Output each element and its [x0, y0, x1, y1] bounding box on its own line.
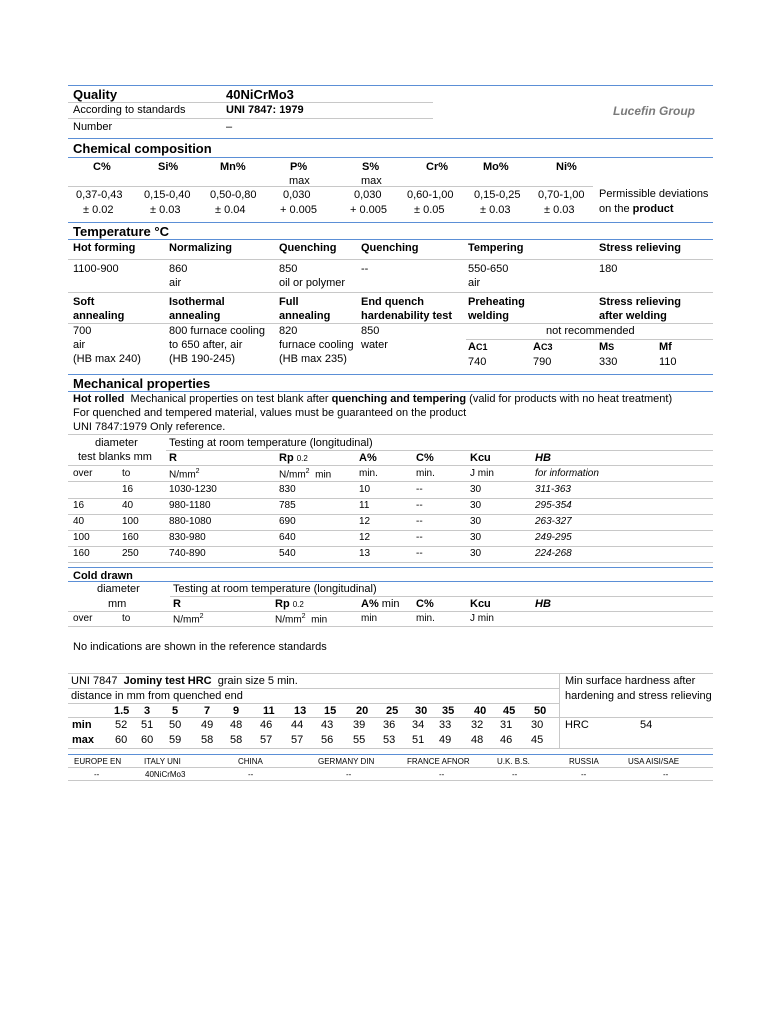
- jominy-distance: 13: [294, 705, 307, 717]
- mech-cell-hb: 311-363: [535, 484, 571, 495]
- jominy-min-value: 48: [230, 719, 243, 731]
- head-kcu: Kcu: [470, 452, 491, 464]
- jominy-min-value: 31: [500, 719, 513, 731]
- qt-note: For quenched and tempered material, values must be guaranteed on the product: [73, 407, 467, 419]
- dev-si: ± 0.03: [150, 204, 181, 216]
- dev-mn: ± 0.04: [215, 204, 246, 216]
- equiv-value: --: [439, 770, 445, 779]
- val-ms: 330: [599, 356, 618, 368]
- rule: [68, 767, 713, 768]
- range-s: 0,030: [354, 189, 382, 201]
- dev-c: ± 0.02: [83, 204, 114, 216]
- hdr-preheating-2: welding: [468, 310, 509, 322]
- cd-unit-rp: $N/mm^2$ min: [275, 613, 328, 626]
- mech-cell-over: 160: [73, 548, 90, 559]
- equiv-label: U.K. B.S.: [497, 757, 530, 766]
- col-mn: Mn%: [220, 161, 246, 173]
- diameter-label: diameter: [95, 437, 138, 449]
- jominy-min-value: 51: [141, 719, 154, 731]
- endq-temp: 850: [361, 325, 380, 337]
- equiv-value: --: [94, 770, 100, 779]
- jominy-max-value: 53: [383, 734, 396, 746]
- equiv-label: RUSSIA: [569, 757, 599, 766]
- rule: [68, 514, 713, 515]
- hdr-full-2: annealing: [279, 310, 331, 322]
- range-mo: 0,15-0,25: [474, 189, 521, 201]
- mech-cell-a: 12: [359, 516, 371, 527]
- equiv-value: 40NiCrMo3: [145, 770, 186, 779]
- mech-cell-c: --: [416, 532, 423, 543]
- equiv-value: --: [512, 770, 518, 779]
- val-quenching-2: --: [361, 263, 369, 275]
- cd-diameter: diameter: [97, 583, 140, 595]
- mech-cell-rp: 830: [279, 484, 296, 495]
- no-indications: No indications are shown in the reference standards: [73, 641, 327, 653]
- val-ac3: 790: [533, 356, 552, 368]
- quality-label: Quality: [73, 87, 118, 102]
- rule: [68, 102, 433, 103]
- hot-rolled-line: Hot rolled Mechanical properties on test blank after quenching and tempering (valid for products with no heat treatment): [73, 393, 673, 405]
- hdr-stress-welding-2: after welding: [599, 310, 667, 322]
- hdr-soft: Soft: [73, 296, 95, 308]
- hdr-normalizing: Normalizing: [169, 242, 232, 254]
- hdr-preheating: Preheating: [468, 296, 525, 308]
- cd-mm: mm: [108, 598, 127, 610]
- rule: [68, 562, 713, 563]
- mech-cell-to: 250: [122, 548, 139, 559]
- hdr-end-quench: End quench: [361, 296, 424, 308]
- jominy-max-value: 49: [439, 734, 452, 746]
- jominy-min-value: 39: [353, 719, 366, 731]
- rule: [166, 450, 713, 451]
- full-hb: (HB max 235): [279, 353, 347, 365]
- medium-normalizing: air: [169, 277, 182, 289]
- hdr-soft-2: annealing: [73, 310, 125, 322]
- mech-cell-over: 100: [73, 532, 90, 543]
- rule: [68, 611, 713, 612]
- equiv-value: --: [248, 770, 254, 779]
- equiv-label: GERMANY DIN: [318, 757, 375, 766]
- jominy-min-value: 33: [439, 719, 452, 731]
- equiv-value: --: [346, 770, 352, 779]
- mech-cell-to: 100: [122, 516, 139, 527]
- head-a: A%: [359, 452, 377, 464]
- equiv-label: ITALY UNI: [144, 757, 181, 766]
- range-ni: 0,70-1,00: [538, 189, 585, 201]
- mech-cell-hb: 249-295: [535, 532, 572, 543]
- chemical-title: Chemical composition: [73, 141, 212, 156]
- jominy-distance: 5: [172, 705, 179, 717]
- equiv-label: CHINA: [238, 757, 263, 766]
- top-rule: [68, 85, 713, 86]
- mech-cell-hb: 224-268: [535, 548, 572, 559]
- standards-value: UNI 7847: 1979: [226, 104, 304, 116]
- mech-cell-r: 980-1180: [169, 500, 211, 511]
- endq-medium: water: [361, 339, 388, 351]
- rule: [68, 626, 713, 627]
- mech-cell-rp: 690: [279, 516, 296, 527]
- crit-mf: Mf: [659, 341, 672, 353]
- section-rule: [68, 138, 713, 139]
- jominy-distance: 15: [324, 705, 337, 717]
- max-label: max: [72, 734, 95, 746]
- jominy-distance: 9: [233, 705, 240, 717]
- cd-unit-over: over: [73, 613, 93, 624]
- col-s: S%: [362, 161, 380, 173]
- unit-to: to: [122, 468, 131, 479]
- blanks-label: test blanks mm: [78, 451, 152, 463]
- surface-hardness-1: Min surface hardness after: [565, 675, 696, 687]
- mech-cell-c: --: [416, 516, 423, 527]
- jominy-distance: 1.5: [114, 705, 130, 717]
- val-stress: 180: [599, 263, 618, 275]
- mech-cell-r: 880-1080: [169, 516, 212, 527]
- val-quenching-1: 850: [279, 263, 298, 275]
- crit-ms: MS: [599, 341, 615, 353]
- range-p: 0,030: [283, 189, 311, 201]
- jominy-max-value: 51: [412, 734, 425, 746]
- cd-unit-to: to: [122, 613, 131, 624]
- rule: [68, 530, 713, 531]
- head-rp: Rp 0.2: [279, 452, 308, 464]
- col-mo: Mo%: [483, 161, 509, 173]
- jominy-max-value: 60: [141, 734, 154, 746]
- rule: [466, 339, 713, 340]
- mech-cell-rp: 785: [279, 500, 296, 511]
- unit-kcu: J min: [470, 468, 494, 479]
- jominy-distance: 11: [263, 705, 275, 717]
- col-si: Si%: [158, 161, 179, 173]
- jominy-min-value: 32: [471, 719, 484, 731]
- cd-unit-r: $N/mm^2$: [173, 613, 204, 626]
- mech-cell-a: 11: [359, 500, 370, 511]
- jominy-distance: 50: [534, 705, 547, 717]
- hdr-hot-forming: Hot forming: [73, 242, 136, 254]
- mech-cell-kcu: 30: [470, 548, 482, 559]
- surface-hardness-2: hardening and stress relieving: [565, 690, 712, 702]
- crit-ac3: AC3: [533, 341, 553, 353]
- section-rule: [68, 391, 713, 392]
- mech-cell-to: 160: [122, 532, 139, 543]
- cd-head-a: A% min: [361, 598, 400, 610]
- val-ac1: 740: [468, 356, 487, 368]
- cd-head-kcu: Kcu: [470, 598, 491, 610]
- mech-cell-hb: 295-354: [535, 500, 572, 511]
- val-tempering: 550-650: [468, 263, 509, 275]
- hdr-stress-welding: Stress relieving: [599, 296, 681, 308]
- cd-head-r: R: [173, 598, 181, 610]
- medium-quenching: oil or polymer: [279, 277, 346, 289]
- jominy-max-value: 58: [201, 734, 214, 746]
- hrc-value: 54: [640, 719, 653, 731]
- jominy-max-value: 59: [169, 734, 182, 746]
- rule: [68, 186, 593, 187]
- mech-cell-hb: 263-327: [535, 516, 572, 527]
- jominy-divider: [559, 673, 560, 749]
- range-si: 0,15-0,40: [144, 189, 191, 201]
- rule: [68, 118, 433, 119]
- dev-cr: ± 0.05: [414, 204, 445, 216]
- mech-cell-a: 12: [359, 532, 371, 543]
- soft-hb: (HB max 240): [73, 353, 141, 365]
- dev-s: + 0.005: [350, 204, 388, 216]
- number-label: Number: [73, 121, 113, 133]
- mech-cell-r: 830-980: [169, 532, 206, 543]
- jominy-distance: 35: [442, 705, 455, 717]
- jominy-max-value: 48: [471, 734, 484, 746]
- equiv-label: USA AISI/SAE: [628, 757, 680, 766]
- quality-value: 40NiCrMo3: [226, 87, 294, 102]
- testing-label: Testing at room temperature (longitudinal): [169, 437, 373, 449]
- val-hot-forming: 1100-900: [73, 263, 119, 275]
- head-hb: HB: [535, 452, 551, 464]
- jominy-min-value: 52: [115, 719, 128, 731]
- rule: [68, 292, 713, 293]
- jominy-max-value: 45: [531, 734, 544, 746]
- jominy-max-value: 57: [291, 734, 304, 746]
- rule: [68, 498, 713, 499]
- mech-cell-c: --: [416, 500, 423, 511]
- jominy-min-value: 44: [291, 719, 304, 731]
- cd-head-rp: Rp 0.2: [275, 598, 304, 610]
- distance-label: distance in mm from quenched end: [71, 690, 243, 702]
- mech-cell-c: --: [416, 484, 423, 495]
- hdr-isothermal-2: annealing: [169, 310, 221, 322]
- hdr-isothermal: Isothermal: [169, 296, 225, 308]
- jominy-min-value: 43: [321, 719, 334, 731]
- jominy-max-value: 46: [500, 734, 513, 746]
- temperature-title: Temperature °C: [73, 224, 169, 239]
- deviation-note: Permissible deviations: [599, 188, 709, 200]
- rule: [170, 596, 713, 597]
- cold-drawn-label: Cold drawn: [73, 570, 133, 582]
- rule: [68, 688, 559, 689]
- section-rule: [68, 157, 713, 158]
- mech-cell-a: 13: [359, 548, 371, 559]
- cd-head-hb: HB: [535, 598, 551, 610]
- cd-unit-a: min: [361, 613, 378, 624]
- section-rule: [68, 222, 713, 223]
- rule: [68, 259, 713, 260]
- unit-rp: $N/mm^2$ min: [279, 468, 332, 481]
- rule: [68, 465, 713, 466]
- rule: [68, 434, 713, 435]
- soft-temp: 700: [73, 325, 92, 337]
- section-rule: [68, 374, 713, 375]
- jominy-min-value: 36: [383, 719, 396, 731]
- iso-hb: (HB 190-245): [169, 353, 236, 365]
- crit-ac1: AC1: [468, 341, 488, 353]
- hdr-tempering: Tempering: [468, 242, 524, 254]
- standards-label: According to standards: [73, 104, 186, 116]
- iso-line1: 800 furnace cooling: [169, 325, 266, 337]
- section-rule: [68, 581, 713, 582]
- section-rule: [68, 754, 713, 755]
- jominy-distance: 20: [356, 705, 369, 717]
- mech-cell-a: 10: [359, 484, 371, 495]
- head-c: C%: [416, 452, 434, 464]
- section-rule: [68, 567, 713, 568]
- col-ni: Ni%: [556, 161, 577, 173]
- soft-medium: air: [73, 339, 86, 351]
- range-c: 0,37-0,43: [76, 189, 123, 201]
- cd-head-c: C%: [416, 598, 434, 610]
- unit-r: $N/mm^2$: [169, 468, 200, 481]
- jominy-distance: 45: [503, 705, 516, 717]
- mech-cell-kcu: 30: [470, 500, 482, 511]
- equiv-value: --: [663, 770, 669, 779]
- hdr-end-quench-2: hardenability test: [361, 310, 453, 322]
- jominy-min-value: 50: [169, 719, 182, 731]
- mech-cell-rp: 640: [279, 532, 296, 543]
- rule: [68, 546, 713, 547]
- mechanical-title: Mechanical properties: [73, 376, 211, 391]
- p-max: max: [289, 175, 310, 187]
- not-recommended: not recommended: [546, 325, 635, 337]
- mech-cell-rp: 540: [279, 548, 296, 559]
- jominy-min-value: 30: [531, 719, 544, 731]
- jominy-distance: 25: [386, 705, 399, 717]
- jominy-distance: 40: [474, 705, 487, 717]
- iso-line2: to 650 after, air: [169, 339, 243, 351]
- unit-hb: for information: [535, 468, 599, 479]
- rule: [68, 748, 713, 749]
- full-temp: 820: [279, 325, 298, 337]
- col-c: C%: [93, 161, 111, 173]
- head-r: R: [169, 452, 177, 464]
- rule: [68, 481, 713, 482]
- val-mf: 110: [659, 356, 677, 368]
- col-p: P%: [290, 161, 308, 173]
- medium-tempering: air: [468, 277, 481, 289]
- jominy-max-value: 58: [230, 734, 243, 746]
- cd-unit-c: min.: [416, 613, 435, 624]
- rule: [68, 673, 713, 674]
- mech-cell-r: 740-890: [169, 548, 206, 559]
- val-normalizing: 860: [169, 263, 188, 275]
- equiv-value: --: [581, 770, 587, 779]
- mech-cell-c: --: [416, 548, 423, 559]
- deviation-note-2: on the product: [599, 203, 674, 215]
- jominy-max-value: 55: [353, 734, 366, 746]
- rule: [68, 703, 559, 704]
- dev-p: + 0.005: [280, 204, 318, 216]
- jominy-min-value: 34: [412, 719, 425, 731]
- jominy-max-value: 56: [321, 734, 334, 746]
- equiv-label: EUROPE EN: [74, 757, 122, 766]
- mech-cell-kcu: 30: [470, 484, 482, 495]
- dev-ni: ± 0.03: [544, 204, 575, 216]
- min-label: min: [72, 719, 92, 731]
- rule: [68, 717, 713, 718]
- mech-cell-kcu: 30: [470, 516, 482, 527]
- rule: [68, 780, 713, 781]
- mech-cell-over: 40: [73, 516, 85, 527]
- mech-cell-to: 16: [122, 484, 134, 495]
- mech-cell-to: 40: [122, 500, 134, 511]
- hdr-quenching-2: Quenching: [361, 242, 419, 254]
- jominy-max-value: 60: [115, 734, 128, 746]
- mech-cell-r: 1030-1230: [169, 484, 217, 495]
- unit-over: over: [73, 468, 93, 479]
- hdr-stress-relieving: Stress relieving: [599, 242, 681, 254]
- section-rule: [68, 239, 713, 240]
- jominy-max-value: 57: [260, 734, 273, 746]
- cd-unit-kcu: J min: [470, 613, 494, 624]
- col-cr: Cr%: [426, 161, 449, 173]
- unit-a: min.: [359, 468, 378, 479]
- range-mn: 0,50-0,80: [210, 189, 257, 201]
- uni-reference: UNI 7847:1979 Only reference.: [73, 421, 226, 433]
- jominy-min-value: 46: [260, 719, 273, 731]
- cd-testing: Testing at room temperature (longitudinal): [173, 583, 377, 595]
- jominy-distance: 3: [144, 705, 151, 717]
- number-value: –: [226, 121, 233, 133]
- s-max: max: [361, 175, 382, 187]
- hdr-full: Full: [279, 296, 299, 308]
- jominy-distance: 7: [204, 705, 211, 717]
- mech-cell-over: 16: [73, 500, 85, 511]
- jominy-distance: 30: [415, 705, 428, 717]
- rule: [68, 323, 713, 324]
- mech-cell-kcu: 30: [470, 532, 482, 543]
- unit-c: min.: [416, 468, 435, 479]
- full-medium: furnace cooling: [279, 339, 354, 351]
- hdr-quenching-1: Quenching: [279, 242, 337, 254]
- dev-mo: ± 0.03: [480, 204, 511, 216]
- hrc-label: HRC: [565, 719, 589, 731]
- jominy-title: UNI 7847 Jominy test HRC grain size 5 min.: [71, 675, 298, 687]
- jominy-min-value: 49: [201, 719, 214, 731]
- range-cr: 0,60-1,00: [407, 189, 454, 201]
- brand-logo: Lucefin Group: [613, 104, 695, 118]
- equiv-label: FRANCE AFNOR: [407, 757, 470, 766]
